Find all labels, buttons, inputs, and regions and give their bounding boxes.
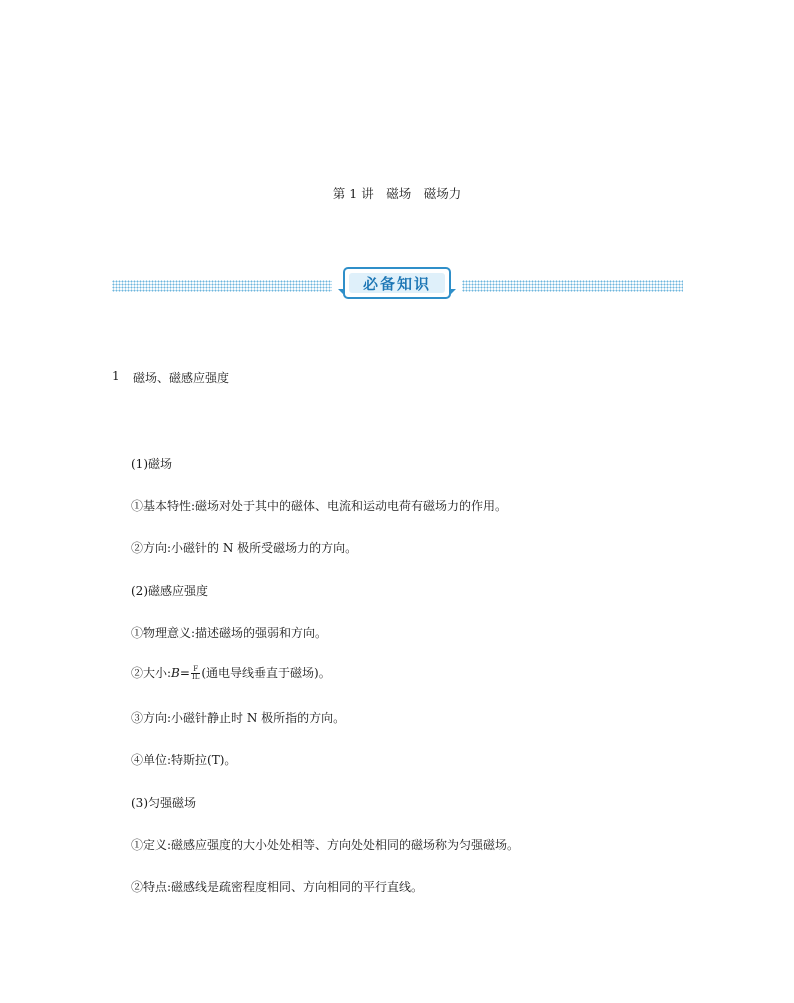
formula-variable: B — [171, 666, 180, 680]
paragraph-flux-direction: ③方向:小磁针静止时 N 极所指的方向。 — [131, 711, 346, 725]
banner-label: 必备知识 — [362, 274, 431, 293]
section-banner-badge — [343, 267, 451, 299]
paragraph-basic-property: ①基本特性:磁场对处于其中的磁体、电流和运动电荷有磁场力的作用。 — [131, 499, 508, 513]
fraction-numerator: F — [191, 666, 200, 674]
banner-dotted-rule-left — [112, 280, 332, 292]
paragraph-magnitude-formula — [131, 664, 331, 681]
subsection-heading-magnetic-field: (1)磁场 — [131, 457, 172, 471]
formula-prefix: ②大小: — [131, 666, 172, 680]
paragraph-field-direction: ②方向:小磁针的 N 极所受磁场力的方向。 — [131, 541, 358, 555]
paragraph-characteristics: ②特点:磁感线是疏密程度相同、方向相同的平行直线。 — [131, 880, 424, 894]
formula-fraction — [191, 666, 200, 681]
formula-suffix: (通电导线垂直于磁场)。 — [201, 666, 331, 680]
section-title: 磁场、磁感应强度 — [133, 371, 230, 385]
paragraph-physical-meaning: ①物理意义:描述磁场的强弱和方向。 — [131, 626, 328, 640]
page-title: 第 1 讲 磁场 磁场力 — [332, 186, 462, 201]
paragraph-unit: ④单位:特斯拉(T)。 — [131, 753, 237, 767]
formula-equals: = — [179, 666, 190, 680]
subsection-heading-flux-density: (2)磁感应强度 — [131, 584, 208, 598]
banner-dotted-rule-right — [462, 280, 683, 292]
subsection-heading-uniform-field: (3)匀强磁场 — [131, 796, 196, 810]
fraction-denominator: IL — [191, 673, 200, 681]
paragraph-definition: ①定义:磁感应强度的大小处处相等、方向处处相同的磁场称为匀强磁场。 — [131, 838, 520, 852]
section-number: 1 — [112, 369, 120, 383]
